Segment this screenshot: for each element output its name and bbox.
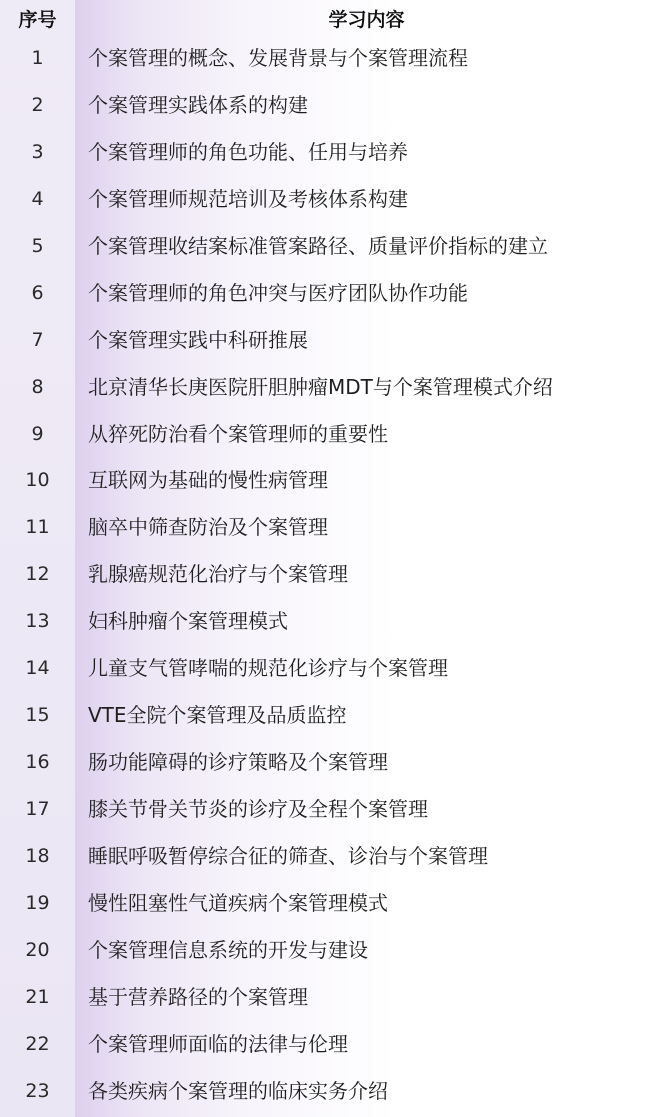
table-row (0, 1068, 658, 1115)
row-content: 互联网为基础的慢性病管理 (88, 468, 328, 493)
row-number: 16 (25, 751, 50, 774)
row-number: 18 (25, 844, 50, 867)
table-row (0, 270, 658, 317)
table-row (0, 598, 658, 645)
row-number: 2 (31, 93, 44, 116)
table-row (0, 1021, 658, 1068)
table-row (0, 645, 658, 692)
row-content: 基于营养路径的个案管理 (88, 984, 308, 1009)
row-number: 13 (25, 610, 50, 633)
row-content: 个案管理收结案标准管案路径、质量评价指标的建立 (88, 233, 548, 258)
row-number: 6 (31, 281, 44, 304)
row-content: 个案管理的概念、发展背景与个案管理流程 (88, 46, 468, 70)
table-row (0, 551, 658, 598)
row-content: 慢性阻塞性气道疾病个案管理模式 (88, 890, 388, 915)
table-row (0, 317, 658, 364)
table-row (0, 974, 658, 1021)
row-number: 3 (31, 140, 44, 163)
row-number: 20 (25, 938, 50, 961)
row-content: 乳腺癌规范化治疗与个案管理 (88, 562, 348, 587)
row-number: 5 (31, 234, 44, 257)
row-number: 22 (25, 1032, 50, 1055)
row-content: VTE全院个案管理及品质监控 (88, 703, 347, 728)
table-body (0, 35, 658, 1115)
row-content: 个案管理信息系统的开发与建设 (88, 937, 368, 962)
table-row (0, 692, 658, 739)
row-number: 19 (25, 891, 50, 914)
header-number: 序号 (18, 9, 57, 31)
row-content: 个案管理师的角色功能、任用与培养 (88, 139, 408, 164)
row-content: 睡眠呼吸暂停综合征的筛查、诊治与个案管理 (88, 843, 488, 868)
row-content: 个案管理师规范培训及考核体系构建 (88, 186, 408, 211)
row-number: 14 (25, 657, 50, 680)
row-content: 膝关节骨关节炎的诊疗及全程个案管理 (88, 797, 428, 821)
table-row (0, 880, 658, 927)
row-number: 11 (25, 516, 50, 539)
row-number: 23 (25, 1079, 50, 1102)
row-number: 17 (25, 798, 50, 820)
row-content: 从猝死防治看个案管理师的重要性 (88, 421, 388, 446)
table-row (0, 739, 658, 786)
table-header (0, 0, 658, 40)
row-content: 脑卒中筛查防治及个案管理 (88, 515, 328, 540)
row-content: 妇科肿瘤个案管理模式 (88, 609, 288, 634)
row-number: 1 (31, 47, 44, 69)
table-row (0, 223, 658, 270)
row-content: 个案管理实践中科研推展 (88, 327, 308, 352)
row-number: 7 (31, 328, 44, 351)
row-content: 儿童支气管哮喘的规范化诊疗与个案管理 (88, 656, 448, 681)
row-number: 15 (25, 704, 50, 727)
row-number: 4 (31, 187, 44, 210)
table-row (0, 786, 658, 833)
table-row (0, 35, 658, 82)
row-content: 肠功能障碍的诊疗策略及个案管理 (88, 750, 388, 775)
table-row (0, 927, 658, 974)
table-row (0, 82, 658, 129)
table-row (0, 411, 658, 458)
table-row (0, 129, 658, 176)
table-row (0, 364, 658, 411)
row-content: 个案管理师的角色冲突与医疗团队协作功能 (88, 280, 468, 305)
row-content: 北京清华长庚医院肝胆肿瘤MDT与个案管理模式介绍 (88, 374, 553, 399)
row-number: 10 (25, 469, 50, 492)
row-content: 各类疾病个案管理的临床实务介绍 (88, 1078, 388, 1103)
table-row (0, 457, 658, 504)
row-content: 个案管理师面临的法律与伦理 (88, 1031, 348, 1056)
table-row (0, 504, 658, 551)
table-row (0, 833, 658, 880)
row-content: 个案管理实践体系的构建 (88, 92, 308, 117)
header-content: 学习内容 (328, 9, 405, 31)
row-number: 8 (31, 375, 44, 398)
row-number: 9 (31, 422, 44, 445)
row-number: 12 (25, 563, 50, 586)
table-row (0, 176, 658, 223)
row-number: 21 (25, 985, 50, 1008)
